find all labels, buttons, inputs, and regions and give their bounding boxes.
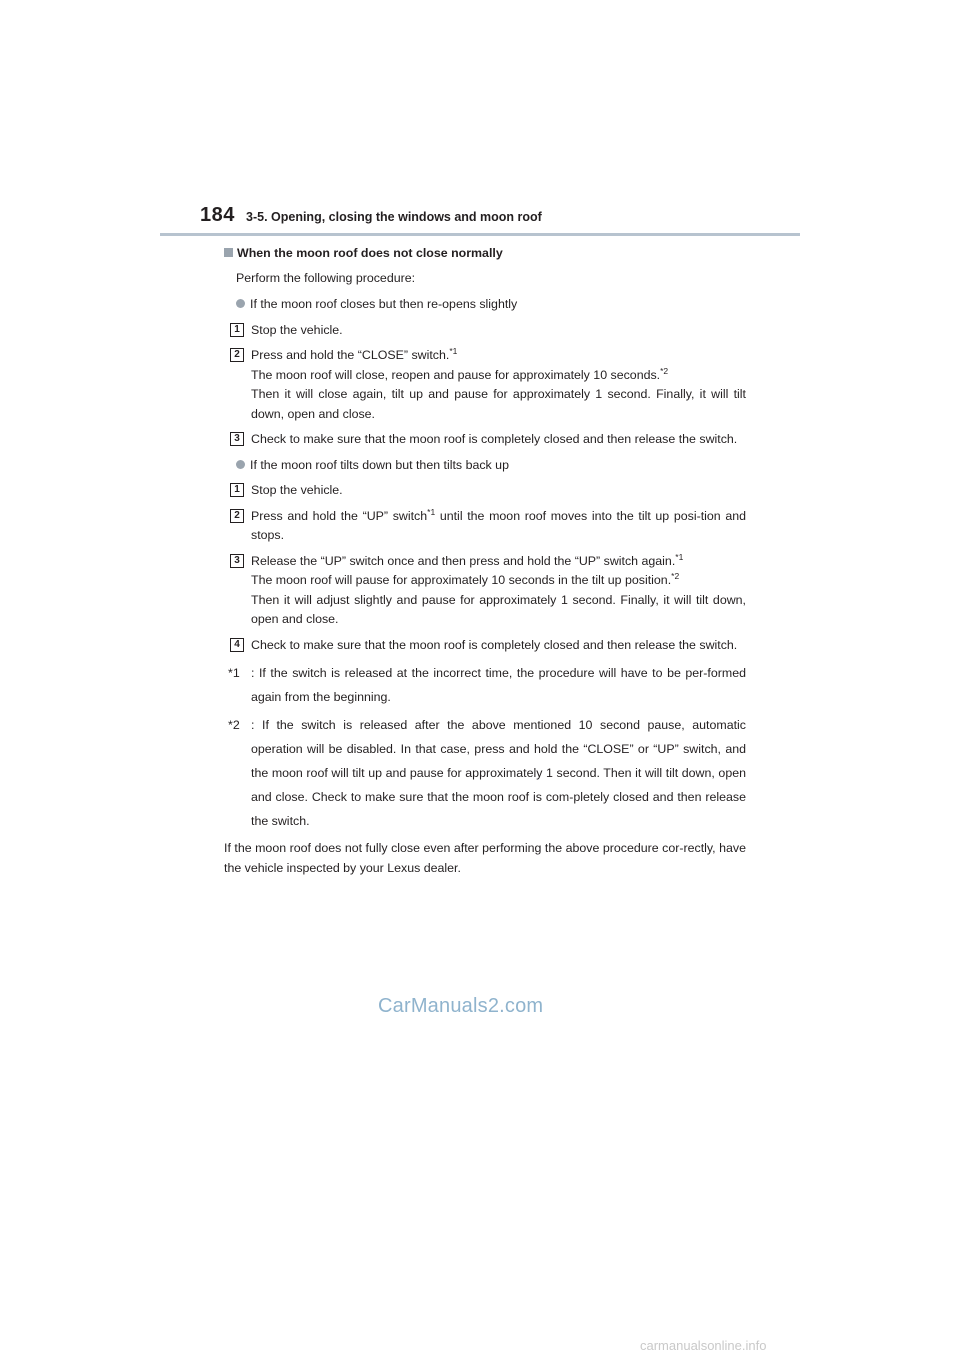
case2-steps: [224, 481, 746, 655]
footnote-mark: *2: [228, 718, 240, 732]
header-rule: [160, 233, 800, 236]
circle-bullet-icon: [236, 460, 245, 469]
closing-paragraph: If the moon roof does not fully close even after performing the above procedure cor-rectly, have the vehicle inspected by your Lexus dealer.: [224, 841, 746, 875]
step-number-badge: 1: [230, 323, 244, 337]
intro-text: Perform the following procedure:: [236, 270, 416, 285]
step-item: 3 Check to make sure that the moon roof is completely closed and then release the switch.: [224, 430, 746, 450]
case2-title: If the moon roof tilts down but then tilts back up: [236, 456, 746, 476]
square-bullet-icon: [224, 248, 233, 257]
footer-watermark: carmanualsonline.info: [640, 1338, 767, 1353]
step-number-badge: 2: [230, 509, 244, 523]
section-title: 3-5. Opening, closing the windows and moon roof: [246, 210, 542, 224]
step-item: 4 Check to make sure that the moon roof is completely closed and then release the switch.: [224, 636, 746, 656]
footnote-ref: *2: [671, 571, 680, 581]
case1-title: If the moon roof closes but then re-opens slightly: [236, 295, 746, 315]
footnote: *1 : If the switch is released at the incorrect time, the procedure will have to be per-formed again from the beginning.: [224, 661, 746, 709]
step-number-badge: 3: [230, 554, 244, 568]
case1-steps: [224, 321, 746, 450]
footnote-ref: *1: [675, 551, 684, 562]
footnote-mark: *1: [228, 666, 240, 680]
step-number-badge: 1: [230, 483, 244, 497]
footnote: *2 : If the switch is released after the above mentioned 10 second pause, automatic operation will be disabled. In that case, press and hold the “CLOSE” or “UP” switch, and the moon roof will tilt up and pause for approximately 1 second. Then it will tilt down, open and close. Check to make sure that the moon roof is com-pletely closed and then release the switch.: [224, 713, 746, 833]
step-number-badge: 2: [230, 348, 244, 362]
footnote-ref: *1: [449, 346, 458, 356]
footnote-ref: *1: [427, 506, 436, 517]
footnote-ref: *2: [660, 365, 669, 376]
step-number-badge: 4: [230, 638, 244, 652]
step-item: 3 Release the “UP” switch once and then press and hold the “UP” switch again.$^{*1}$ The moon roof will pause for approximately 10 seconds in the tilt up position.$^{*2}$ Then it will adjust slightly and pause for approximately 1 second. Finally, it will tilt down, open and close.: [224, 552, 746, 630]
section-heading: When the moon roof does not close normally: [224, 244, 746, 264]
watermark-logo: CarManuals2.com: [378, 995, 544, 1017]
step-item: 2 Press and hold the “UP” switch$^{*1}$ until the moon roof moves into the tilt up posi-tion and stops.: [224, 507, 746, 546]
circle-bullet-icon: [236, 299, 245, 308]
step-item: 2 Press and hold the “CLOSE” switch.$^{*1}$ The moon roof will close, reopen and pause for approximately 10 seconds.$^{*2}$ Then it will close again, tilt up and pause for approximately 1 second. Finally, it will tilt down, open and close.: [224, 346, 746, 424]
page-number: 184: [200, 204, 235, 226]
step-number-badge: 3: [230, 432, 244, 446]
page-content: [224, 244, 746, 878]
step-item: 1 Stop the vehicle.: [224, 481, 746, 501]
step-item: 1 Stop the vehicle.: [224, 321, 746, 341]
